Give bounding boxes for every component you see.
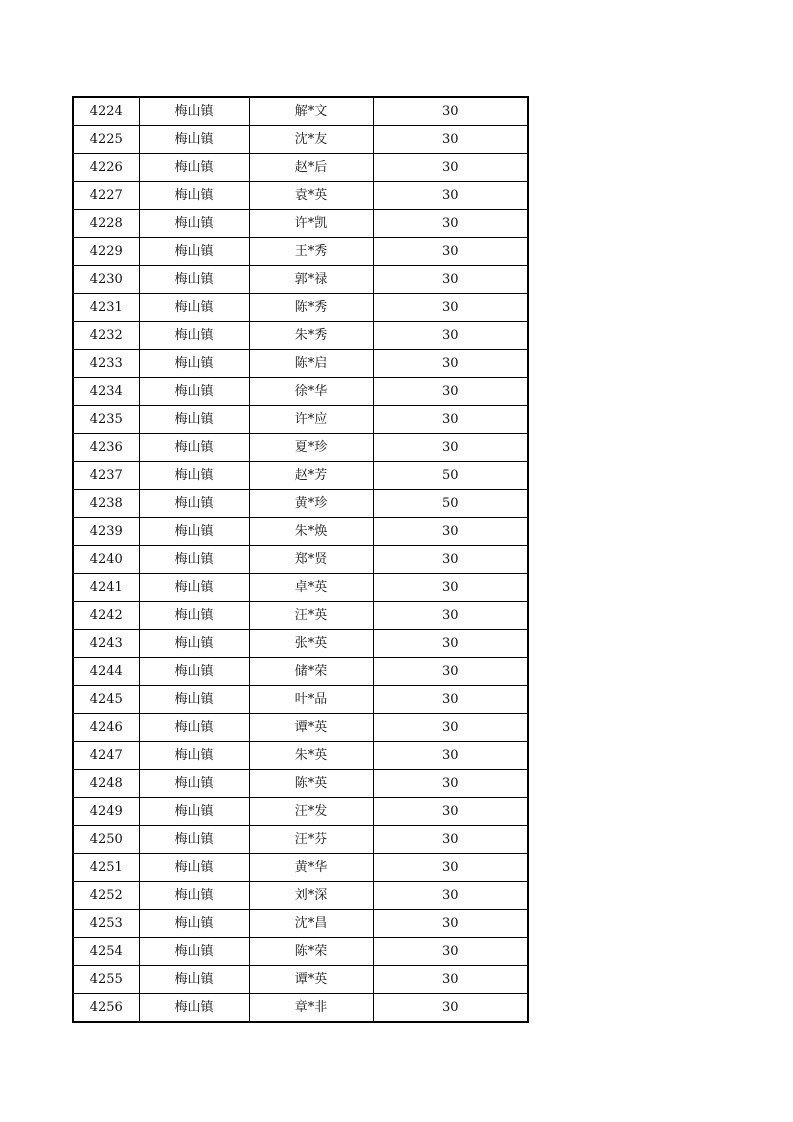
town-cell: 梅山镇 xyxy=(139,938,249,966)
amount-cell: 30 xyxy=(373,798,528,826)
row-number-cell: 4247 xyxy=(73,742,139,770)
amount-cell: 30 xyxy=(373,406,528,434)
name-cell: 黄*珍 xyxy=(249,490,373,518)
table-row xyxy=(73,350,528,378)
table-row xyxy=(73,714,528,742)
name-cell: 张*英 xyxy=(249,630,373,658)
roster-table-body xyxy=(73,97,528,1022)
row-number-cell: 4225 xyxy=(73,126,139,154)
row-number-cell: 4226 xyxy=(73,154,139,182)
amount-cell: 30 xyxy=(373,210,528,238)
name-cell: 陈*英 xyxy=(249,770,373,798)
amount-cell: 30 xyxy=(373,546,528,574)
amount-cell: 30 xyxy=(373,938,528,966)
row-number-cell: 4237 xyxy=(73,462,139,490)
row-number-cell: 4242 xyxy=(73,602,139,630)
amount-cell: 30 xyxy=(373,126,528,154)
town-cell: 梅山镇 xyxy=(139,602,249,630)
name-cell: 汪*发 xyxy=(249,798,373,826)
amount-cell: 30 xyxy=(373,742,528,770)
table-row xyxy=(73,742,528,770)
amount-cell: 30 xyxy=(373,994,528,1023)
table-row xyxy=(73,266,528,294)
amount-cell: 30 xyxy=(373,658,528,686)
table-row xyxy=(73,154,528,182)
amount-cell: 30 xyxy=(373,630,528,658)
table-row xyxy=(73,182,528,210)
name-cell: 赵*后 xyxy=(249,154,373,182)
name-cell: 储*荣 xyxy=(249,658,373,686)
amount-cell: 50 xyxy=(373,462,528,490)
amount-cell: 30 xyxy=(373,182,528,210)
name-cell: 袁*英 xyxy=(249,182,373,210)
table-row xyxy=(73,910,528,938)
name-cell: 陈*荣 xyxy=(249,938,373,966)
name-cell: 沈*友 xyxy=(249,126,373,154)
name-cell: 黄*华 xyxy=(249,854,373,882)
name-cell: 谭*英 xyxy=(249,966,373,994)
table-row xyxy=(73,126,528,154)
amount-cell: 30 xyxy=(373,602,528,630)
row-number-cell: 4227 xyxy=(73,182,139,210)
town-cell: 梅山镇 xyxy=(139,630,249,658)
table-row xyxy=(73,238,528,266)
name-cell: 刘*深 xyxy=(249,882,373,910)
row-number-cell: 4251 xyxy=(73,854,139,882)
table-row xyxy=(73,938,528,966)
row-number-cell: 4246 xyxy=(73,714,139,742)
table-row xyxy=(73,294,528,322)
town-cell: 梅山镇 xyxy=(139,686,249,714)
row-number-cell: 4241 xyxy=(73,574,139,602)
row-number-cell: 4253 xyxy=(73,910,139,938)
name-cell: 朱*英 xyxy=(249,742,373,770)
amount-cell: 30 xyxy=(373,770,528,798)
name-cell: 郭*禄 xyxy=(249,266,373,294)
amount-cell: 30 xyxy=(373,238,528,266)
town-cell: 梅山镇 xyxy=(139,882,249,910)
row-number-cell: 4245 xyxy=(73,686,139,714)
amount-cell: 30 xyxy=(373,322,528,350)
amount-cell: 50 xyxy=(373,490,528,518)
town-cell: 梅山镇 xyxy=(139,126,249,154)
town-cell: 梅山镇 xyxy=(139,294,249,322)
row-number-cell: 4232 xyxy=(73,322,139,350)
table-row xyxy=(73,406,528,434)
row-number-cell: 4238 xyxy=(73,490,139,518)
name-cell: 汪*芬 xyxy=(249,826,373,854)
amount-cell: 30 xyxy=(373,714,528,742)
amount-cell: 30 xyxy=(373,154,528,182)
town-cell: 梅山镇 xyxy=(139,182,249,210)
amount-cell: 30 xyxy=(373,686,528,714)
row-number-cell: 4254 xyxy=(73,938,139,966)
row-number-cell: 4224 xyxy=(73,97,139,126)
amount-cell: 30 xyxy=(373,882,528,910)
town-cell: 梅山镇 xyxy=(139,994,249,1023)
table-row xyxy=(73,210,528,238)
row-number-cell: 4239 xyxy=(73,518,139,546)
town-cell: 梅山镇 xyxy=(139,574,249,602)
row-number-cell: 4228 xyxy=(73,210,139,238)
town-cell: 梅山镇 xyxy=(139,406,249,434)
town-cell: 梅山镇 xyxy=(139,742,249,770)
amount-cell: 30 xyxy=(373,966,528,994)
name-cell: 徐*华 xyxy=(249,378,373,406)
name-cell: 朱*秀 xyxy=(249,322,373,350)
town-cell: 梅山镇 xyxy=(139,546,249,574)
roster-table xyxy=(72,96,529,1023)
name-cell: 沈*昌 xyxy=(249,910,373,938)
town-cell: 梅山镇 xyxy=(139,910,249,938)
table-row xyxy=(73,322,528,350)
table-row xyxy=(73,602,528,630)
amount-cell: 30 xyxy=(373,910,528,938)
town-cell: 梅山镇 xyxy=(139,770,249,798)
row-number-cell: 4229 xyxy=(73,238,139,266)
row-number-cell: 4233 xyxy=(73,350,139,378)
row-number-cell: 4244 xyxy=(73,658,139,686)
row-number-cell: 4248 xyxy=(73,770,139,798)
town-cell: 梅山镇 xyxy=(139,798,249,826)
table-row xyxy=(73,658,528,686)
row-number-cell: 4250 xyxy=(73,826,139,854)
town-cell: 梅山镇 xyxy=(139,238,249,266)
row-number-cell: 4249 xyxy=(73,798,139,826)
table-row xyxy=(73,97,528,126)
row-number-cell: 4235 xyxy=(73,406,139,434)
town-cell: 梅山镇 xyxy=(139,322,249,350)
town-cell: 梅山镇 xyxy=(139,714,249,742)
amount-cell: 30 xyxy=(373,266,528,294)
name-cell: 夏*珍 xyxy=(249,434,373,462)
amount-cell: 30 xyxy=(373,294,528,322)
name-cell: 叶*品 xyxy=(249,686,373,714)
town-cell: 梅山镇 xyxy=(139,154,249,182)
town-cell: 梅山镇 xyxy=(139,462,249,490)
name-cell: 郑*贤 xyxy=(249,546,373,574)
table-row xyxy=(73,434,528,462)
amount-cell: 30 xyxy=(373,378,528,406)
name-cell: 陈*启 xyxy=(249,350,373,378)
table-row xyxy=(73,966,528,994)
table-row xyxy=(73,574,528,602)
name-cell: 陈*秀 xyxy=(249,294,373,322)
name-cell: 王*秀 xyxy=(249,238,373,266)
name-cell: 许*应 xyxy=(249,406,373,434)
name-cell: 许*凯 xyxy=(249,210,373,238)
name-cell: 章*非 xyxy=(249,994,373,1023)
town-cell: 梅山镇 xyxy=(139,518,249,546)
table-row xyxy=(73,546,528,574)
town-cell: 梅山镇 xyxy=(139,210,249,238)
table-row xyxy=(73,630,528,658)
table-row xyxy=(73,770,528,798)
town-cell: 梅山镇 xyxy=(139,854,249,882)
town-cell: 梅山镇 xyxy=(139,350,249,378)
row-number-cell: 4240 xyxy=(73,546,139,574)
row-number-cell: 4243 xyxy=(73,630,139,658)
amount-cell: 30 xyxy=(373,826,528,854)
town-cell: 梅山镇 xyxy=(139,434,249,462)
amount-cell: 30 xyxy=(373,434,528,462)
amount-cell: 30 xyxy=(373,574,528,602)
name-cell: 赵*芳 xyxy=(249,462,373,490)
table-row xyxy=(73,378,528,406)
row-number-cell: 4236 xyxy=(73,434,139,462)
table-row xyxy=(73,686,528,714)
amount-cell: 30 xyxy=(373,518,528,546)
town-cell: 梅山镇 xyxy=(139,97,249,126)
table-row xyxy=(73,518,528,546)
table-row xyxy=(73,854,528,882)
row-number-cell: 4255 xyxy=(73,966,139,994)
row-number-cell: 4256 xyxy=(73,994,139,1023)
table-row xyxy=(73,462,528,490)
table-row xyxy=(73,490,528,518)
town-cell: 梅山镇 xyxy=(139,266,249,294)
name-cell: 卓*英 xyxy=(249,574,373,602)
town-cell: 梅山镇 xyxy=(139,966,249,994)
row-number-cell: 4234 xyxy=(73,378,139,406)
town-cell: 梅山镇 xyxy=(139,490,249,518)
name-cell: 汪*英 xyxy=(249,602,373,630)
table-row xyxy=(73,882,528,910)
amount-cell: 30 xyxy=(373,350,528,378)
amount-cell: 30 xyxy=(373,97,528,126)
town-cell: 梅山镇 xyxy=(139,658,249,686)
row-number-cell: 4230 xyxy=(73,266,139,294)
row-number-cell: 4231 xyxy=(73,294,139,322)
amount-cell: 30 xyxy=(373,854,528,882)
table-row xyxy=(73,826,528,854)
name-cell: 解*文 xyxy=(249,97,373,126)
table-row xyxy=(73,994,528,1023)
town-cell: 梅山镇 xyxy=(139,378,249,406)
row-number-cell: 4252 xyxy=(73,882,139,910)
table-row xyxy=(73,798,528,826)
town-cell: 梅山镇 xyxy=(139,826,249,854)
name-cell: 朱*焕 xyxy=(249,518,373,546)
name-cell: 谭*英 xyxy=(249,714,373,742)
